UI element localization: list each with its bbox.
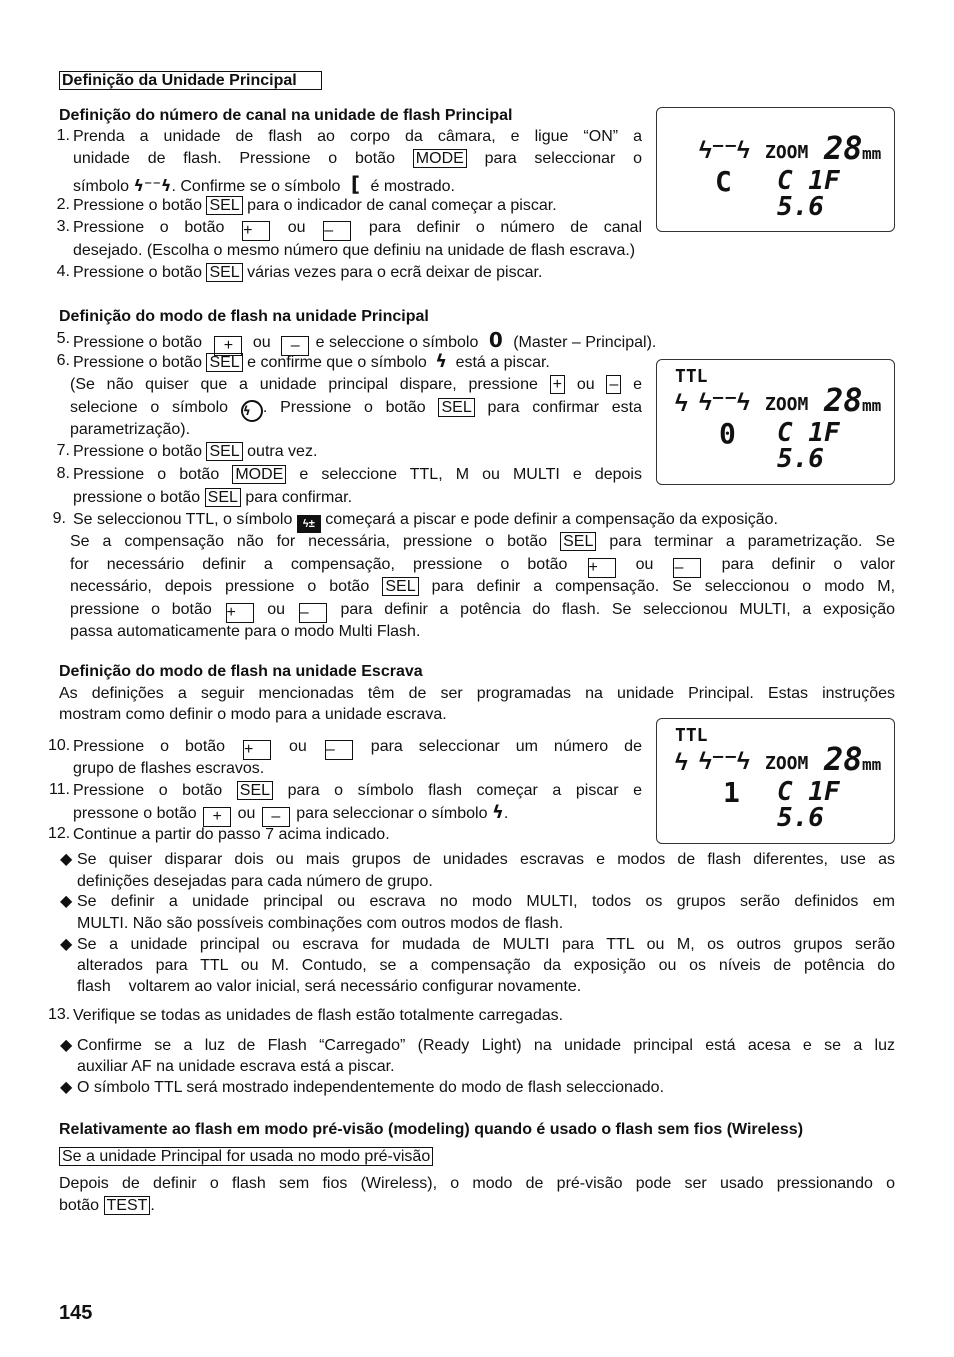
text: pressone o botão <box>73 805 197 822</box>
step-9-line-4 <box>70 577 895 597</box>
sel-button-label: SEL <box>560 532 596 551</box>
slave-intro-line-2: mostram como definir o modo para a unidade escrava. <box>59 706 447 723</box>
text: para seleccionar o símbolo <box>296 805 488 822</box>
modeling-line-2 <box>59 1196 155 1216</box>
section-title-modeling: Relativamente ao flash em modo pré-visão (modeling) quando é usado o flash sem fios (Wireless) <box>59 1121 804 1138</box>
step-13: Verifique se todas as unidades de flash estão totalmente carregadas. <box>73 1007 564 1024</box>
step-8-line-2 <box>73 488 352 508</box>
step-number: 13. <box>48 1006 71 1023</box>
step-number: 10. <box>48 737 71 754</box>
sel-button-label: SEL <box>237 781 273 800</box>
lcd-display-channel <box>656 107 895 232</box>
wireless-flash-icon: ϟ⁻⁻ϟ <box>699 137 750 164</box>
text: Pressione o botão <box>73 782 223 799</box>
mode-button-label: MODE <box>232 465 286 484</box>
plus-button-label: + <box>226 603 254 623</box>
minus-button-label: – <box>299 603 327 623</box>
bullet-icon: ◆ <box>60 1079 73 1096</box>
text: está a piscar. <box>455 354 550 371</box>
step-1-line-3 <box>73 174 455 197</box>
flash-off-icon: ϟ <box>241 400 263 422</box>
flash-icon: ϟ <box>675 390 688 417</box>
step-12: Continue a partir do passo 7 acima indicado. <box>73 826 390 843</box>
slave-intro-line-1: As definições a seguir mencionadas têm de ser programadas na unidade Principal. Estas instruções <box>59 685 895 702</box>
ttl-label: TTL <box>675 366 708 387</box>
flash-icon: ϟ <box>491 802 504 823</box>
text: para definir o número de canal <box>368 219 643 236</box>
text: ou <box>289 738 307 755</box>
text: pressione o botão <box>70 601 212 618</box>
sel-button-label: SEL <box>206 442 242 461</box>
text: Se seleccionou TTL, o símbolo <box>73 511 293 528</box>
text: Pressione o botão <box>73 354 202 371</box>
lcd-display-master <box>656 359 895 485</box>
step-number: 7. <box>56 442 70 459</box>
text: Pressione o botão <box>73 264 202 281</box>
wireless-flash-icon: ϟ⁻⁻ϟ <box>133 176 172 195</box>
bullet-icon: ◆ <box>60 893 73 910</box>
step-4 <box>73 263 542 283</box>
bullet-icon: ◆ <box>60 851 73 868</box>
text: Pressione o botão <box>73 466 220 483</box>
modeling-line-1: Depois de definir o flash sem fios (Wireless), o modo de pré-visão pode ser usado pressionando o <box>59 1175 895 1192</box>
text: e seleccione TTL, M ou MULTI e depois <box>299 466 642 483</box>
text: para definir a compensação. Se seleccionou o modo M, <box>431 578 896 595</box>
aperture-readout: C 1F 5.6 <box>777 166 840 222</box>
note-5: O símbolo TTL será mostrado independentemente do modo de flash seleccionado. <box>77 1079 665 1096</box>
sel-button-label: SEL <box>382 577 418 596</box>
text: (Master – Principal). <box>513 334 657 351</box>
text: botão <box>59 1197 100 1214</box>
step-number: 8. <box>56 465 70 482</box>
channel-indicator: 0 <box>719 417 736 450</box>
text: e <box>633 376 643 393</box>
plus-button-label: + <box>243 740 271 760</box>
flash-icon: ϟ <box>675 749 688 776</box>
note-3-line-2: alterados para TTL ou M. Contudo, se a compensação da exposição ou os níveis de potência do <box>77 957 895 974</box>
step-number: 3. <box>56 218 70 235</box>
step-9-line-2 <box>70 532 895 552</box>
step-8-line-1 <box>73 465 642 485</box>
text: para confirmar. <box>245 489 353 506</box>
note-1-line-2: definições desejadas para cada número de grupo. <box>77 873 433 890</box>
step-9-line-1 <box>73 510 778 533</box>
text: ou <box>252 334 271 351</box>
step-11-line-2: pressone o botão + ou – para seleccionar o símbolo ϟ. <box>73 802 509 825</box>
step-number: 9. <box>52 510 66 527</box>
step-number: 2. <box>56 196 70 213</box>
text: para seleccionar um número de <box>370 738 642 755</box>
section-title-master-mode: Definição do modo de flash na unidade Principal <box>59 308 429 325</box>
sel-button-label: SEL <box>438 398 474 417</box>
minus-button-label: – <box>323 221 351 241</box>
step-9-line-3 <box>70 555 895 578</box>
step-1-line-1: Prenda a unidade de flash ao corpo da câmara, e ligue “ON” a <box>73 128 642 145</box>
section-title-slave-mode: Definição do modo de flash na unidade Escrava <box>59 663 423 680</box>
step-11-line-1 <box>73 781 642 801</box>
master-0-icon: 0 <box>488 328 503 352</box>
step-9-line-5 <box>70 600 895 623</box>
text: for necessário definir a compensação, pressione o botão <box>70 556 568 573</box>
ttl-label: TTL <box>675 725 708 746</box>
modeling-subheading <box>59 1147 433 1167</box>
minus-button-label: – <box>281 336 309 356</box>
note-3-line-1: Se a unidade principal ou escrava for mudada de MULTI para TTL ou M, os outros grupos serão <box>77 936 895 953</box>
step-7 <box>73 442 317 462</box>
text: Pressione o botão <box>73 219 225 236</box>
text: Pressione o botão <box>73 197 202 214</box>
test-button-label: TEST <box>104 1196 151 1215</box>
note-4-line-2: auxiliar AF na unidade escrava está a piscar. <box>77 1058 395 1075</box>
step-1-line-2 <box>73 149 642 169</box>
text: ou <box>287 219 306 236</box>
note-4-line-1: Confirme se a luz de Flash “Carregado” (Ready Light) na unidade principal está acesa e se a luz <box>77 1037 895 1054</box>
step-2 <box>73 196 557 216</box>
sel-button-label: SEL <box>206 263 242 282</box>
plus-button-label: + <box>203 807 231 827</box>
zoom-unit: mm <box>862 144 882 163</box>
zoom-unit: mm <box>862 755 882 774</box>
channel-indicator: 1 <box>723 776 740 809</box>
step-number: 11. <box>48 781 70 798</box>
text: e confirme que o símbolo <box>247 354 427 371</box>
step-10-line-2: grupo de flashes escravos. <box>73 760 265 777</box>
exposure-compensation-icon: ϟ± <box>297 515 321 533</box>
text: unidade de flash. Pressione o botão <box>73 150 395 167</box>
channel-c-icon: [ <box>350 172 361 196</box>
flash-icon: ϟ <box>435 351 448 372</box>
bullet-icon: ◆ <box>60 1037 73 1054</box>
lcd-display-slave <box>656 718 895 844</box>
bullet-icon: ◆ <box>60 936 73 953</box>
aperture-readout: C 1F 5.6 <box>777 777 840 833</box>
text: para definir o valor <box>721 556 895 573</box>
plus-button-label: + <box>242 221 270 241</box>
section-header: Definição da Unidade Principal <box>59 71 322 91</box>
text: e seleccione o símbolo <box>315 334 479 351</box>
zoom-value: 28 <box>824 129 863 167</box>
minus-button-label: – <box>673 558 701 578</box>
text: começará a piscar e pode definir a compensação da exposição. <box>325 511 778 528</box>
text: selecione o símbolo <box>70 399 229 416</box>
sel-button-label: SEL <box>206 196 242 215</box>
text: símbolo <box>73 178 130 195</box>
text: para seleccionar o <box>484 150 643 167</box>
text: Pressione o botão <box>73 334 202 351</box>
plus-button-label: + <box>588 558 616 578</box>
step-number: 4. <box>56 263 70 280</box>
text: várias vezes para o ecrã deixar de piscar. <box>247 264 543 281</box>
note-2-line-1: Se definir a unidade principal ou escrava no modo MULTI, todos os grupos serão definidos em <box>77 893 895 910</box>
page-number: 145 <box>59 1302 93 1324</box>
minus-button-label: – <box>262 807 290 827</box>
text: Pressione o botão <box>73 443 202 460</box>
step-number: 5. <box>56 330 70 347</box>
text: ou <box>267 601 286 618</box>
step-10-line-1 <box>73 737 642 760</box>
text: é mostrado. <box>370 178 455 195</box>
step-6-line-4: parametrização). <box>70 421 191 438</box>
zoom-label: ZOOM <box>765 394 809 415</box>
step-9-line-6: passa automaticamente para o modo Multi Flash. <box>70 623 421 640</box>
text: para terminar a parametrização. Se <box>609 533 896 550</box>
minus-button-label: – <box>325 740 353 760</box>
wireless-flash-icon: ϟ⁻⁻ϟ <box>699 748 750 775</box>
text: Pressione o botão <box>73 738 226 755</box>
step-6-line-2 <box>70 375 642 395</box>
text: ou <box>635 556 654 573</box>
text: para o símbolo flash começar a piscar e <box>287 782 643 799</box>
text: ou <box>576 376 595 393</box>
text: outra vez. <box>247 443 318 460</box>
section-title-channel: Definição do número de canal na unidade de flash Principal <box>59 107 513 124</box>
note-3-line-3: flash voltarem ao valor inicial, será necessário configurar novamente. <box>77 978 582 995</box>
mode-button-label: MODE <box>413 149 467 168</box>
text: Se a compensação não for necessária, pressione o botão <box>70 533 548 550</box>
text: . <box>150 1197 155 1214</box>
text: necessário, depois pressione o botão <box>70 578 370 595</box>
channel-indicator: C <box>715 165 732 198</box>
zoom-label: ZOOM <box>765 142 809 163</box>
plus-button-label: + <box>550 375 565 394</box>
sel-button-label: SEL <box>206 353 242 372</box>
step-number: 12. <box>48 825 71 842</box>
sel-button-label: SEL <box>205 488 241 507</box>
text: para o indicador de canal começar a piscar. <box>247 197 557 214</box>
zoom-unit: mm <box>862 396 882 415</box>
aperture-readout: C 1F 5.6 <box>777 418 840 474</box>
step-3-line-1 <box>73 218 642 241</box>
note-2-line-2: MULTI. Não são possíveis combinações com outros modos de flash. <box>77 915 564 932</box>
text: pressione o botão <box>73 489 201 506</box>
step-6-line-1 <box>73 352 550 373</box>
text: . Pressione o botão <box>262 399 426 416</box>
text: para confirmar esta <box>487 399 643 416</box>
zoom-label: ZOOM <box>765 753 809 774</box>
plus-button-label: + <box>214 336 242 356</box>
wireless-flash-icon: ϟ⁻⁻ϟ <box>699 389 750 416</box>
note-1-line-1: Se quiser disparar dois ou mais grupos de unidades escravas e modos de flash diferentes, use as <box>77 851 895 868</box>
step-number: 1. <box>56 127 70 144</box>
step-6-line-3 <box>70 398 642 422</box>
text: para definir a potência do flash. Se seleccionou MULTI, a exposição <box>340 601 896 618</box>
zoom-value: 28 <box>824 381 863 419</box>
text: . Confirme se o símbolo <box>171 178 341 195</box>
text: ou <box>237 805 256 822</box>
text: (Se não quiser que a unidade principal dispare, pressione <box>70 376 538 393</box>
step-number: 6. <box>56 352 70 369</box>
zoom-value: 28 <box>824 740 863 778</box>
text: Se a unidade Principal for usada no modo pré-visão <box>59 1147 433 1166</box>
minus-button-label: – <box>606 375 621 394</box>
step-3-line-2: desejado. (Escolha o mesmo número que definiu na unidade de flash escrava.) <box>73 242 636 259</box>
